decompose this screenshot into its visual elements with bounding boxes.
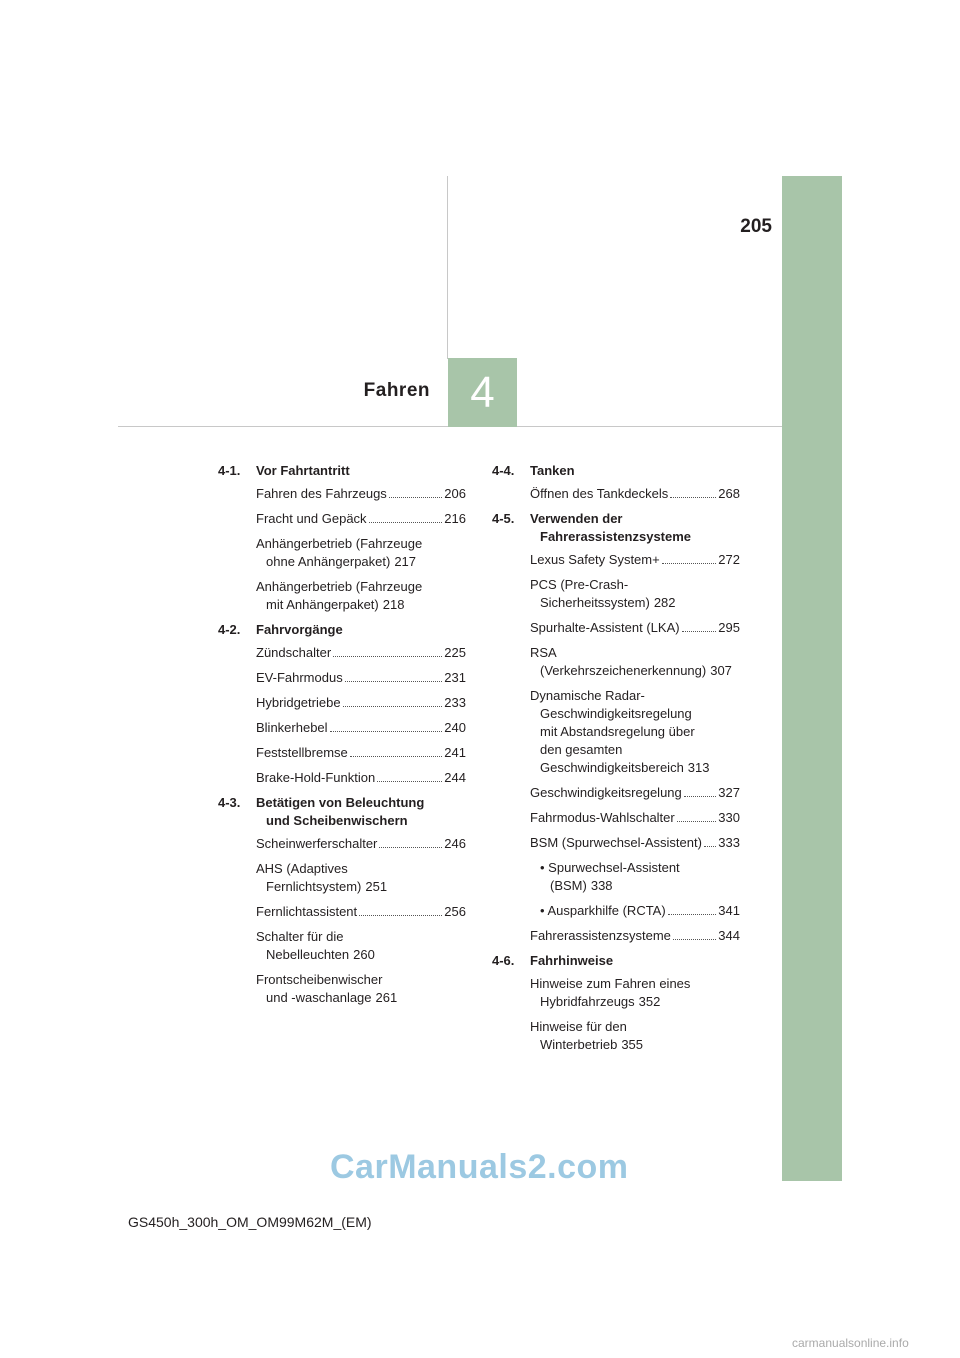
- entry-page-number: 330: [718, 810, 740, 825]
- entry-last-line: [256, 769, 466, 787]
- entry-page-number: 231: [444, 670, 466, 685]
- section-heading: [218, 462, 466, 480]
- section-title-line: Fahrvorgänge: [256, 622, 343, 637]
- entry-page-number: 268: [718, 486, 740, 501]
- entry-page-number: 282: [653, 595, 676, 610]
- entry-last-line: [530, 551, 740, 569]
- entry-last-line: [530, 784, 740, 802]
- entry-page-number: 251: [365, 879, 388, 894]
- dot-leader: [369, 522, 443, 523]
- entry-text: Lexus Safety System+: [530, 552, 660, 567]
- entry-line: den gesamten: [540, 742, 623, 757]
- entry-text: Spurhalte-Assistent (LKA): [530, 620, 680, 635]
- section-heading: [492, 952, 740, 970]
- toc-section: [492, 510, 740, 945]
- toc-section: [492, 462, 740, 503]
- toc-entry[interactable]: [256, 971, 466, 1007]
- dot-leader: [684, 796, 717, 797]
- entry-page-number: 241: [444, 745, 466, 760]
- toc-entry[interactable]: [530, 834, 740, 852]
- toc-entry[interactable]: [530, 1018, 740, 1054]
- entry-last-line: [530, 759, 740, 777]
- toc-entry[interactable]: [540, 902, 740, 920]
- entry-line: Hinweise für den: [530, 1019, 627, 1034]
- toc-left-column: [218, 462, 466, 1014]
- entry-text: (BSM): [550, 878, 587, 893]
- entry-text: Geschwindigkeitsbereich: [540, 760, 684, 775]
- entry-text: Fahrerassistenzsysteme: [530, 928, 671, 943]
- toc-entry[interactable]: [256, 860, 466, 896]
- entry-line: Dynamische Radar-: [530, 688, 645, 703]
- section-number: 4-3.: [218, 795, 241, 810]
- entry-line: • Spurwechsel-Assistent: [540, 860, 680, 875]
- section-heading: [218, 621, 466, 639]
- entry-text: Geschwindigkeitsregelung: [530, 785, 682, 800]
- dot-leader: [333, 656, 442, 657]
- chapter-side-tab: [782, 176, 842, 1181]
- entry-page-number: 341: [718, 903, 740, 918]
- section-heading: [492, 462, 740, 480]
- entry-page-number: 307: [710, 663, 732, 678]
- entry-last-line: [530, 662, 740, 680]
- section-number: 4-1.: [218, 463, 241, 478]
- entry-page-number: 327: [718, 785, 740, 800]
- section-number: 4-4.: [492, 463, 515, 478]
- entry-page-number: 338: [590, 878, 613, 893]
- entry-page-number: 233: [444, 695, 466, 710]
- entry-text: Öffnen des Tankdeckels: [530, 486, 669, 501]
- entry-text: Fahren des Fahrzeugs: [256, 486, 387, 501]
- dot-leader: [389, 497, 443, 498]
- toc-section: [218, 621, 466, 787]
- entry-last-line: [256, 485, 466, 503]
- entry-text: Feststellbremse: [256, 745, 348, 760]
- entry-page-number: 217: [394, 554, 417, 569]
- entry-last-line: [256, 510, 466, 528]
- toc-entry[interactable]: [530, 927, 740, 945]
- section-heading: [218, 794, 466, 830]
- section-title-line: Fahrerassistenzsysteme: [540, 529, 692, 544]
- entry-page-number: 240: [444, 720, 466, 735]
- toc-right-column: [492, 462, 740, 1061]
- entry-last-line: [256, 989, 466, 1007]
- dot-leader: [330, 731, 443, 732]
- dot-leader: [668, 914, 717, 915]
- entry-page-number: 313: [687, 760, 710, 775]
- entry-last-line: [256, 835, 466, 853]
- entry-text: Fahrmodus-Wahlschalter: [530, 810, 675, 825]
- toc-entry[interactable]: [256, 578, 466, 614]
- section-title: [256, 621, 466, 639]
- toc-section: [218, 794, 466, 1007]
- entry-last-line: [256, 596, 466, 614]
- dot-leader: [682, 631, 717, 632]
- entry-line: Hinweise zum Fahren eines: [530, 976, 691, 991]
- entry-text: BSM (Spurwechsel-Assistent): [530, 835, 702, 850]
- dot-leader: [704, 846, 716, 847]
- toc-entry[interactable]: [530, 975, 740, 1011]
- entry-page-number: 216: [444, 511, 466, 526]
- entry-page-number: 352: [638, 994, 661, 1009]
- entry-last-line: [530, 485, 740, 503]
- footer-document-code: GS450h_300h_OM_OM99M62M_(EM): [128, 1214, 372, 1230]
- toc-entry[interactable]: [256, 535, 466, 571]
- dot-leader: [662, 563, 717, 564]
- entry-line: Frontscheibenwischer: [256, 972, 383, 987]
- entry-last-line: [256, 744, 466, 762]
- entry-text: Fracht und Gepäck: [256, 511, 367, 526]
- site-watermark: carmanualsonline.info: [792, 1336, 909, 1350]
- section-title-line: Verwenden der: [530, 511, 623, 526]
- entry-text: Hybridgetriebe: [256, 695, 341, 710]
- entry-last-line: [540, 877, 740, 895]
- toc-section: [492, 952, 740, 1054]
- dot-leader: [379, 847, 442, 848]
- toc-entry[interactable]: [256, 719, 466, 737]
- entry-page-number: 295: [718, 620, 740, 635]
- vertical-divider: [447, 176, 448, 359]
- entry-last-line: [530, 834, 740, 852]
- toc-entry[interactable]: [530, 551, 740, 569]
- entry-text: • Ausparkhilfe (RCTA): [540, 903, 666, 918]
- entry-last-line: [256, 946, 466, 964]
- toc-entry[interactable]: [530, 576, 740, 612]
- entry-last-line: [256, 644, 466, 662]
- entry-page-number: 272: [718, 552, 740, 567]
- toc-entry[interactable]: [256, 835, 466, 853]
- toc-entry[interactable]: [256, 928, 466, 964]
- entry-text: Scheinwerferschalter: [256, 836, 378, 851]
- toc-entry[interactable]: [256, 903, 466, 921]
- dot-leader: [350, 756, 443, 757]
- entry-page-number: 218: [382, 597, 405, 612]
- section-title-line: Tanken: [530, 463, 575, 478]
- section-title-line: Betätigen von Beleuchtung: [256, 795, 425, 810]
- section-heading: [492, 510, 740, 546]
- toc-entry[interactable]: [530, 644, 740, 680]
- entry-text: Sicherheitssystem): [540, 595, 650, 610]
- entry-text: Fernlichtsystem): [266, 879, 362, 894]
- toc-entry[interactable]: [256, 485, 466, 503]
- section-number: 4-2.: [218, 622, 241, 637]
- entry-last-line: [256, 719, 466, 737]
- entry-text: Blinkerhebel: [256, 720, 328, 735]
- watermark-text: CarManuals2.com: [330, 1148, 629, 1186]
- entry-last-line: [530, 594, 740, 612]
- section-title-line: Vor Fahrtantritt: [256, 463, 350, 478]
- section-title: [530, 510, 740, 546]
- entry-page-number: 261: [375, 990, 398, 1005]
- entry-page-number: 244: [444, 770, 466, 785]
- section-title-line: Fahrhinweise: [530, 953, 614, 968]
- entry-text: Fernlichtassistent: [256, 904, 358, 919]
- toc-entry[interactable]: [530, 809, 740, 827]
- entry-page-number: 333: [718, 835, 740, 850]
- entry-last-line: [256, 903, 466, 921]
- toc-entry[interactable]: [256, 769, 466, 787]
- entry-last-line: [530, 1036, 740, 1054]
- entry-page-number: 246: [444, 836, 466, 851]
- section-number: 4-6.: [492, 953, 515, 968]
- toc-entry[interactable]: [256, 669, 466, 687]
- entry-last-line: [256, 694, 466, 712]
- entry-line: Geschwindigkeitsregelung: [540, 706, 692, 721]
- dot-leader: [673, 939, 716, 940]
- entry-text: Hybridfahrzeugs: [540, 994, 635, 1009]
- entry-text: Brake-Hold-Funktion: [256, 770, 376, 785]
- section-title: [530, 952, 740, 970]
- dot-leader: [345, 681, 443, 682]
- entry-page-number: 225: [444, 645, 466, 660]
- toc-entry[interactable]: [540, 859, 740, 895]
- dot-leader: [677, 821, 717, 822]
- entry-text: Winterbetrieb: [540, 1037, 618, 1052]
- entry-last-line: [256, 878, 466, 896]
- entry-text: mit Anhängerpaket): [266, 597, 379, 612]
- entry-text: und -waschanlage: [266, 990, 372, 1005]
- entry-last-line: [530, 993, 740, 1011]
- entry-line: RSA: [530, 645, 557, 660]
- entry-page-number: 256: [444, 904, 466, 919]
- entry-line: Anhängerbetrieb (Fahrzeuge: [256, 579, 423, 594]
- entry-text: (Verkehrszeichenerkennung): [540, 663, 707, 678]
- toc-entry[interactable]: [256, 694, 466, 712]
- entry-line: PCS (Pre-Crash-: [530, 577, 629, 592]
- page-number: 205: [740, 216, 772, 237]
- entry-last-line: [530, 927, 740, 945]
- toc-entry[interactable]: [530, 619, 740, 637]
- dot-leader: [377, 781, 442, 782]
- section-title: [256, 462, 466, 480]
- section-title: [530, 462, 740, 480]
- entry-page-number: 206: [444, 486, 466, 501]
- toc-entry[interactable]: [530, 687, 740, 777]
- entry-line: Schalter für die: [256, 929, 344, 944]
- entry-text: ohne Anhängerpaket): [266, 554, 391, 569]
- entry-page-number: 355: [621, 1037, 644, 1052]
- entry-last-line: [540, 902, 740, 920]
- chapter-title: Fahren: [363, 380, 430, 401]
- entry-text: EV-Fahrmodus: [256, 670, 343, 685]
- entry-line: Anhängerbetrieb (Fahrzeuge: [256, 536, 423, 551]
- entry-last-line: [256, 553, 466, 571]
- section-number: 4-5.: [492, 511, 515, 526]
- entry-page-number: 260: [353, 947, 375, 962]
- toc-section: [218, 462, 466, 614]
- section-title-line: und Scheibenwischern: [266, 813, 408, 828]
- dot-leader: [343, 706, 443, 707]
- dot-leader: [670, 497, 716, 498]
- section-title: [256, 794, 466, 830]
- entry-page-number: 344: [718, 928, 740, 943]
- entry-text: Zündschalter: [256, 645, 332, 660]
- toc-entry[interactable]: [256, 510, 466, 528]
- dot-leader: [359, 915, 442, 916]
- entry-line: mit Abstandsregelung über: [540, 724, 695, 739]
- toc-entry[interactable]: [530, 485, 740, 503]
- toc-entry[interactable]: [256, 644, 466, 662]
- entry-last-line: [530, 619, 740, 637]
- entry-text: Nebelleuchten: [266, 947, 350, 962]
- entry-last-line: [530, 809, 740, 827]
- toc-entry[interactable]: [530, 784, 740, 802]
- toc-entry[interactable]: [256, 744, 466, 762]
- chapter-number-box: 4: [448, 358, 517, 427]
- entry-last-line: [256, 669, 466, 687]
- entry-line: AHS (Adaptives: [256, 861, 348, 876]
